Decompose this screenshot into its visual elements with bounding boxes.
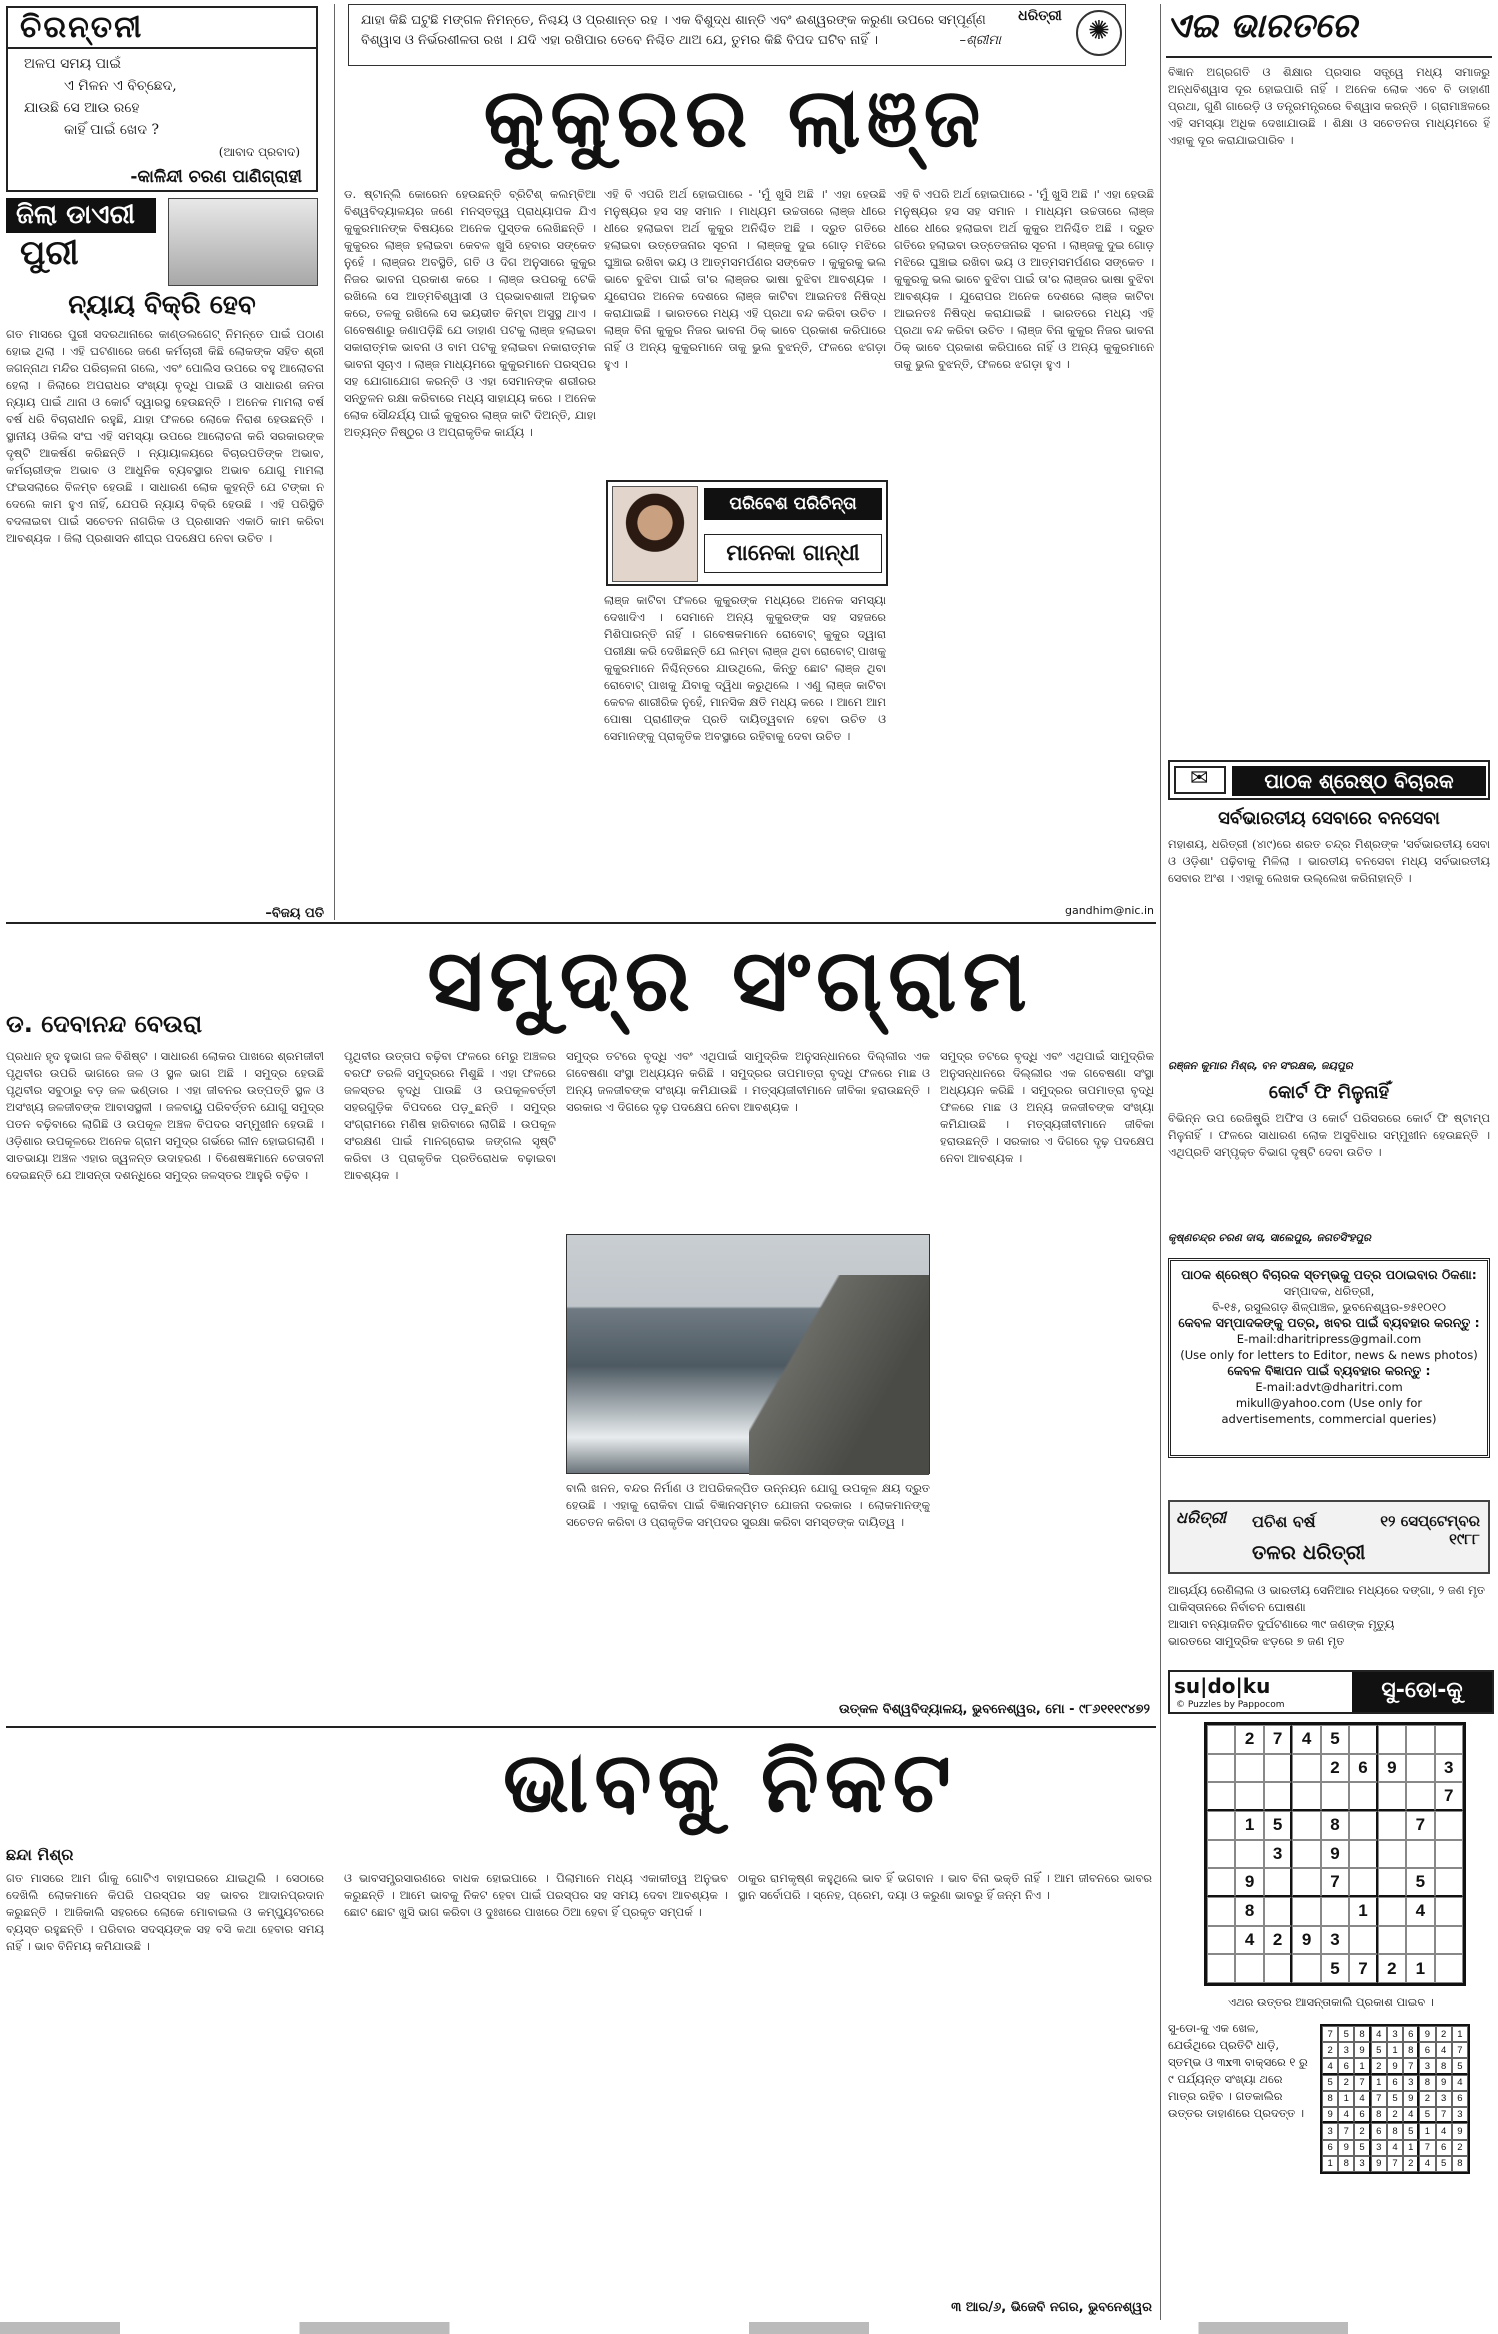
sudoku-cell: 2 [1322, 2042, 1338, 2058]
sudoku-cell: 7 [1403, 2058, 1419, 2074]
contact-email[interactable]: E-mail:dharitripress@gmail.com [1236, 1332, 1422, 1346]
sudoku-cell: 5 [1354, 2140, 1370, 2156]
sudoku-cell: 7 [1349, 1954, 1377, 1983]
footer-bar [0, 2322, 1498, 2334]
sudoku-cell: 2 [1235, 1725, 1263, 1754]
sudoku-cell: 2 [1264, 1926, 1292, 1955]
sudoku-cell: 2 [1419, 2091, 1435, 2107]
sudoku-solution-grid [1320, 2024, 1470, 2174]
sudoku-cell: 5 [1322, 2075, 1338, 2091]
sudoku-cell: 2 [1436, 2026, 1452, 2042]
sudoku-cell [1378, 1897, 1406, 1926]
sudoku-cell: 3 [1338, 2042, 1354, 2058]
sudoku-cell: 9 [1387, 2058, 1403, 2074]
sudoku-cell [1406, 1782, 1434, 1811]
sudoku-cell [1378, 1811, 1406, 1840]
sudoku-cell [1321, 1782, 1349, 1811]
sudoku-credit: © Puzzles by Pappocom [1176, 1700, 1285, 1710]
sudoku-cell [1435, 1897, 1463, 1926]
sudoku-cell: 2 [1387, 2107, 1403, 2123]
letters-title: ପାଠକ ଶ୍ରେଷ୍ଠ ବିଚାରକ [1232, 766, 1486, 796]
sudoku-cell: 5 [1338, 2026, 1354, 2042]
sudoku-cell: 5 [1419, 2107, 1435, 2123]
anniversary-box [1168, 1500, 1490, 1574]
sudoku-cell [1264, 1754, 1292, 1783]
sudoku-cell: 6 [1387, 2075, 1403, 2091]
sudoku-cell [1292, 1954, 1320, 1983]
sudoku-cell [1378, 1725, 1406, 1754]
poem-box [6, 6, 318, 192]
poet-name: -କାଳିନ୍ଦୀ ଚରଣ ପାଣିଗ୍ରାହୀ [130, 167, 302, 187]
sudoku-cell: 9 [1436, 2075, 1452, 2091]
sudoku-cell: 8 [1436, 2058, 1452, 2074]
poem-lines [8, 49, 316, 167]
sudoku-cell: 5 [1406, 1868, 1434, 1897]
sudoku-cell [1292, 1782, 1320, 1811]
sudoku-cell [1435, 1954, 1463, 1983]
sudoku-cell [1207, 1954, 1235, 1983]
anniversary-item: ଆସାମ ବନ୍ୟାଜନିତ ଦୁର୍ଘଟଣାରେ ୩୯ ଜଣଙ୍କ ମୃତ୍ୟୁ [1168, 1617, 1395, 1631]
sudoku-cell: 8 [1338, 2156, 1354, 2172]
sudoku-cell: 3 [1387, 2026, 1403, 2042]
sudoku-cell: 8 [1371, 2107, 1387, 2123]
sudoku-cell: 8 [1419, 2075, 1435, 2091]
article3-column: ଗତ ମାସରେ ଆମ ଗାଁକୁ ଗୋଟିଏ ବାହାଘରରେ ଯାଇଥିଲି । ସେଠାରେ ଦେଖିଲି ଲୋକମାନେ କିପରି ପରସ୍ପର ସହ ଭାବର ଆଦାନପ୍ରଦାନ କରୁଛନ୍ତି । ଆଜିକାଲି ସହରରେ ଲୋକେ ମୋବାଇଲ ଓ କମ୍ପ୍ୟୁଟରରେ ବ୍ୟସ୍ତ ରହୁଛନ୍ତି । ପରିବାର ସଦସ୍ୟଙ୍କ ସହ ବସି କଥା ହେବାର ସମୟ ନାହିଁ । ଭାବ ବିନିମୟ କମିଯାଉଛି । [6, 1871, 324, 1953]
article1-column: ଡ. ଷ୍ଟାନ୍ଲି କୋରେନ ହେଉଛନ୍ତି ବ୍ରିଟିଶ୍ କଲମ୍ବିଆ ବିଶ୍ୱବିଦ୍ୟାଳୟର ଜଣେ ମନସ୍ତତ୍ତ୍ୱ ପ୍ରାଧ୍ୟାପକ ଯିଏ କୁକୁରମାନଙ୍କ ବିଷୟରେ ଅନେକ ପୁସ୍ତକ ଲେଖିଛନ୍ତି । କୁକୁରର ଲାଞ୍ଜ ହଲାଇବା କେବଳ ଖୁସି ହେବାର ସଙ୍କେତ ନୁହେଁ । ଲାଞ୍ଜର ଅବସ୍ଥିତି, ଗତି ଓ ଦିଗ ଅନୁସାରେ କୁକୁର ନିଜର ଭାବନା ପ୍ରକାଶ କରେ । ଲାଞ୍ଜ ଉପରକୁ ଟେକି ରଖିଲେ ସେ ଆତ୍ମବିଶ୍ୱାସୀ ଓ ପ୍ରଭାବଶାଳୀ ଅନୁଭବ କରେ, ତଳକୁ ରଖିଲେ ସେ ଭୟଭୀତ କିମ୍ବା ଅସୁସ୍ଥ ଥାଏ । ଗବେଷଣାରୁ ଜଣାପଡ଼ିଛି ଯେ ଡାହାଣ ପଟକୁ ଲାଞ୍ଜ ହଲାଇବା ସକାରାତ୍ମକ ଭାବନା ଓ ବାମ ପଟକୁ ହଲାଇବା ନକାରାତ୍ମକ ଭାବନା ସୂଚାଏ । ଲାଞ୍ଜ ମାଧ୍ୟମରେ କୁକୁରମାନେ ପରସ୍ପର ସହ ଯୋଗାଯୋଗ କରନ୍ତି ଓ ଏହା ସେମାନଙ୍କ ଶରୀରର ସନ୍ତୁଳନ ରକ୍ଷା କରିବାରେ ମଧ୍ୟ ସାହାଯ୍ୟ କରେ । ଅନେକ ଲୋକ ସୌନ୍ଦର୍ଯ୍ୟ ପାଇଁ କୁକୁରର ଲାଞ୍ଜ କାଟି ଦିଅନ୍ତି, ଯାହା ଅତ୍ୟନ୍ତ ନିଷ୍ଠୁର ଓ ଅପ୍ରାକୃତିକ କାର୍ଯ୍ୟ । [344, 187, 596, 439]
sudoku-cell: 4 [1436, 2042, 1452, 2058]
sudoku-caption: ଏଥର ଉତ୍ତର ଆସନ୍ତାକାଲି ପ୍ରକାଶ ପାଇବ । [1227, 1995, 1434, 2009]
sudoku-cell [1406, 1840, 1434, 1869]
article2-column: ସମୁଦ୍ର ତଟରେ ବୃଦ୍ଧି ଏବଂ ଏଥିପାଇଁ ସାମୁଦ୍ରିକ ଅନୁସନ୍ଧାନରେ ଦିଲ୍ଲୀର ଏକ ଗବେଷଣା ସଂସ୍ଥା ଅଧ୍ୟୟନ କରିଛି । ସମୁଦ୍ରର ତାପମାତ୍ରା ବୃଦ୍ଧି ଫଳରେ ମାଛ ଓ ଅନ୍ୟ ଜଳଜୀବଙ୍କ ସଂଖ୍ୟା କମିଯାଉଛି । ମତ୍ସ୍ୟଜୀବୀମାନେ ଜୀବିକା ହରାଉଛନ୍ତି । ସରକାର ଏ ଦିଗରେ ଦୃଢ଼ ପଦକ୍ଷେପ ନେବା ଆବଶ୍ୟକ । [940, 1049, 1154, 1165]
column-rule [334, 4, 335, 920]
sudoku-cell [1207, 1725, 1235, 1754]
sudoku-cell [1435, 1840, 1463, 1869]
article3-author: ଛନ୍ଦା ମିଶ୍ର [6, 1845, 74, 1864]
sudoku-cell: 7 [1371, 2091, 1387, 2107]
author-box [606, 480, 888, 586]
article1-column: ଲାଞ୍ଜ କାଟିବା ଫଳରେ କୁକୁରଙ୍କ ମଧ୍ୟରେ ଅନେକ ସମସ୍ୟା ଦେଖାଦିଏ । ସେମାନେ ଅନ୍ୟ କୁକୁରଙ୍କ ସହ ସହଜରେ ମିଶିପାରନ୍ତି ନାହିଁ । ଗବେଷକମାନେ ରୋବୋଟ୍ କୁକୁର ଦ୍ୱାରା ପରୀକ୍ଷା କରି ଦେଖିଛନ୍ତି ଯେ ଲମ୍ବା ଲାଞ୍ଜ ଥିବା ରୋବୋଟ୍ ପାଖକୁ କୁକୁରମାନେ ନିଶ୍ଚିନ୍ତରେ ଯାଉଥିଲେ, କିନ୍ତୁ ଛୋଟ ଲାଞ୍ଜ ଥିବା ରୋବୋଟ୍ ପାଖକୁ ଯିବାକୁ ଦ୍ୱିଧା କରୁଥିଲେ । ଏଣୁ ଲାଞ୍ଜ କାଟିବା କେବଳ ଶାରୀରିକ ନୁହେଁ, ମାନସିକ କ୍ଷତି ମଧ୍ୟ କରେ । ଆମେ ଆମ ପୋଷା ପ୍ରାଣୀଙ୍କ ପ୍ରତି ଦାୟିତ୍ୱବାନ ହେବା ଉଚିତ ଓ ସେମାନଙ୍କୁ ପ୍ରାକୃତିକ ଅବସ୍ଥାରେ ରହିବାକୁ ଦେବା ଉଚିତ । [604, 593, 886, 743]
sudoku-cell [1435, 1725, 1463, 1754]
right-column-article: ବିଜ୍ଞାନ ଅଗ୍ରଗତି ଓ ଶିକ୍ଷାର ପ୍ରସାର ସତ୍ତ୍ୱେ ମଧ୍ୟ ସମାଜରୁ ଅନ୍ଧବିଶ୍ୱାସ ଦୂର ହୋଇପାରି ନାହିଁ । ଅନେକ ଲୋକ ଏବେ ବି ଡାହାଣୀ ପ୍ରଥା, ଗୁଣି ଗାରେଡ଼ି ଓ ତନ୍ତ୍ରମନ୍ତ୍ରରେ ବିଶ୍ୱାସ କରନ୍ତି । ଗ୍ରାମାଞ୍ଚଳରେ ଏହି ସମସ୍ୟା ଅଧିକ ଦେଖାଯାଉଛି । ଶିକ୍ଷା ଓ ସଚେତନତା ମାଧ୍ୟମରେ ହିଁ ଏହାକୁ ଦୂର କରାଯାଇପାରିବ । [1168, 65, 1490, 147]
letter-signature: କୃଷ୍ଣଚନ୍ଦ୍ର ଚରଣ ଦାସ, ସାଲେପୁର, ଜଗତସିଂହପୁର [1168, 1232, 1371, 1244]
article1-column: ଏହି ବି ଏପରି ଅର୍ଥ ହୋଇପାରେ - 'ମୁଁ ଖୁସି ଅଛି ।' ଏହା ହେଉଛି ମନୁଷ୍ୟର ହସ ସହ ସମାନ । ମାଧ୍ୟମ ଉଚ୍ଚତାରେ ଲାଞ୍ଜ ଧୀରେ ଧୀରେ ହଲାଇବା ଅର୍ଥ କୁକୁର ଅନିଶ୍ଚିତ ଅଛି । ଦ୍ରୁତ ଗତିରେ ହଲାଇବା ଉତ୍ତେଜନାର ସୂଚନା । ଲାଞ୍ଜକୁ ଦୁଇ ଗୋଡ଼ ମଝିରେ ଘୁଞ୍ଚାଇ ରଖିବା ଭୟ ଓ ଆତ୍ମସମର୍ପଣର ସଙ୍କେତ । କୁକୁରକୁ ଭଲ ଭାବେ ବୁଝିବା ପାଇଁ ତା'ର ଲାଞ୍ଜର ଭାଷା ବୁଝିବା ଆବଶ୍ୟକ । ଯୁରୋପର ଅନେକ ଦେଶରେ ଲାଞ୍ଜ କାଟିବା ଆଇନତଃ ନିଷିଦ୍ଧ କରାଯାଇଛି । ଭାରତରେ ମଧ୍ୟ ଏହି ପ୍ରଥା ବନ୍ଦ କରିବା ଉଚିତ । ଲାଞ୍ଜ ବିନା କୁକୁର ନିଜର ଭାବନା ଠିକ୍ ଭାବେ ପ୍ରକାଶ କରିପାରେ ନାହିଁ ଓ ଅନ୍ୟ କୁକୁରମାନେ ତାକୁ ଭୁଲ ବୁଝନ୍ତି, ଫଳରେ ଝଗଡ଼ା ହୁଏ । [894, 187, 1154, 371]
letter-title: କୋର୍ଟ ଫି ମିଳୁନାହିଁ [1268, 1082, 1390, 1103]
sudoku-description: ସୁ-ଡୋ-କୁ ଏକ ଖେଳ, ଯେଉଁଥିରେ ପ୍ରତିଟି ଧାଡ଼ି, ସ୍ତମ୍ଭ ଓ ୩x୩ ବାକ୍ସରେ ୧ ରୁ ୯ ପର୍ଯ୍ୟନ୍ତ ସଂଖ୍ୟା ଥରେ ମାତ୍ର ରହିବ । ଗତକାଲିର ଉତ୍ତର ଡାହାଣରେ ପ୍ରଦତ୍ତ । [1168, 2021, 1308, 2120]
sudoku-cell: 5 [1371, 2042, 1387, 2058]
sudoku-cell: 2 [1338, 2075, 1354, 2091]
sudoku-cell: 9 [1371, 2156, 1387, 2172]
sudoku-cell: 1 [1235, 1811, 1263, 1840]
article3-signature: ୩ ଆର/୬, ଭିଜେବି ନଗର, ଭୁବନେଶ୍ୱର [951, 2300, 1152, 2315]
sudoku-cell [1264, 1868, 1292, 1897]
sudoku-cell: 6 [1349, 1754, 1377, 1783]
letter-signature: ରଞ୍ଜନ କୁମାର ମିଶ୍ର, ବନ ସଂରକ୍ଷକ, ଜୟପୁର [1168, 1060, 1353, 1072]
sudoku-cell: 5 [1321, 1954, 1349, 1983]
sudoku-cell: 1 [1403, 2140, 1419, 2156]
sudoku-cell [1378, 1840, 1406, 1869]
sudoku-cell [1207, 1811, 1235, 1840]
sudoku-cell: 6 [1419, 2042, 1435, 2058]
sudoku-cell: 6 [1354, 2107, 1370, 2123]
district-name: ପୁରୀ [20, 233, 79, 273]
sudoku-cell [1292, 1868, 1320, 1897]
sudoku-cell: 6 [1403, 2026, 1419, 2042]
anniversary-item: ଆଚାର୍ଯ୍ୟ ରେଣିଲାଲ ଓ ଭାରତୀୟ ସେନିଆର ମଧ୍ୟରେ ଦଙ୍ଗା, ୨ ଜଣ ମୃତ [1168, 1583, 1485, 1597]
contact-heading: କେବଳ ସମ୍ପାଦକଙ୍କୁ ପତ୍ର, ଖବର ପାଇଁ ବ୍ୟବହାର କରନ୍ତୁ : [1178, 1315, 1480, 1330]
sudoku-cell: 2 [1371, 2058, 1387, 2074]
sudoku-cell: 3 [1403, 2075, 1419, 2091]
sudoku-cell: 4 [1436, 2123, 1452, 2139]
author-name: ମାନେକା ଗାନ୍ଧୀ [704, 534, 882, 573]
sudoku-cell: 6 [1322, 2140, 1338, 2156]
letter-title: ସର୍ବଭାରତୀୟ ସେବାରେ ବନସେବା [1218, 808, 1440, 829]
sea-coast-photo [566, 1234, 930, 1474]
sudoku-cell [1378, 1926, 1406, 1955]
sudoku-cell: 9 [1403, 2091, 1419, 2107]
sudoku-cell: 1 [1419, 2123, 1435, 2139]
headline-dog-tail: କୁକୁରର ଲାଞ୍ଜ [483, 70, 987, 166]
sudoku-cell [1207, 1868, 1235, 1897]
sudoku-cell [1349, 1868, 1377, 1897]
anniversary-item: ପାକିସ୍ତାନରେ ନିର୍ବାଚନ ଘୋଷଣା [1168, 1600, 1306, 1614]
sudoku-cell: 3 [1435, 1754, 1463, 1783]
sudoku-cell [1264, 1954, 1292, 1983]
sudoku-cell: 5 [1387, 2091, 1403, 2107]
sudoku-cell [1378, 1868, 1406, 1897]
sudoku-cell: 8 [1452, 2156, 1468, 2172]
anniversary-subtitle: ତଳର ଧରିତ୍ରୀ [1252, 1540, 1366, 1564]
contact-heading: କେବଳ ବିଜ୍ଞାପନ ପାଇଁ ବ୍ୟବହାର କରନ୍ତୁ : [1227, 1363, 1431, 1378]
sudoku-cell: 1 [1338, 2091, 1354, 2107]
sudoku-cell [1406, 1725, 1434, 1754]
sudoku-cell: 5 [1452, 2058, 1468, 2074]
sudoku-cell: 3 [1452, 2107, 1468, 2123]
sudoku-cell: 4 [1406, 1897, 1434, 1926]
article2-author: ଡ. ଦେବାନନ୍ଦ ବେଉରା [6, 1010, 203, 1038]
sudoku-cell: 7 [1264, 1725, 1292, 1754]
sudoku-cell: 4 [1354, 2091, 1370, 2107]
contact-address: ସମ୍ପାଦକ, ଧରିତ୍ରୀ, [1283, 1284, 1375, 1298]
sudoku-cell: 1 [1406, 1954, 1434, 1983]
sudoku-cell [1207, 1840, 1235, 1869]
sudoku-cell: 9 [1419, 2026, 1435, 2042]
article1-column: ଏହି ବି ଏପରି ଅର୍ଥ ହୋଇପାରେ - 'ମୁଁ ଖୁସି ଅଛି ।' ଏହା ହେଉଛି ମନୁଷ୍ୟର ହସ ସହ ସମାନ । ମାଧ୍ୟମ ଉଚ୍ଚତାରେ ଲାଞ୍ଜ ଧୀରେ ଧୀରେ ହଲାଇବା ଅର୍ଥ କୁକୁର ଅନିଶ୍ଚିତ ଅଛି । ଦ୍ରୁତ ଗତିରେ ହଲାଇବା ଉତ୍ତେଜନାର ସୂଚନା । ଲାଞ୍ଜକୁ ଦୁଇ ଗୋଡ଼ ମଝିରେ ଘୁଞ୍ଚାଇ ରଖିବା ଭୟ ଓ ଆତ୍ମସମର୍ପଣର ସଙ୍କେତ । କୁକୁରକୁ ଭଲ ଭାବେ ବୁଝିବା ପାଇଁ ତା'ର ଲାଞ୍ଜର ଭାଷା ବୁଝିବା ଆବଶ୍ୟକ । ଯୁରୋପର ଅନେକ ଦେଶରେ ଲାଞ୍ଜ କାଟିବା ଆଇନତଃ ନିଷିଦ୍ଧ କରାଯାଇଛି । ଭାରତରେ ମଧ୍ୟ ଏହି ପ୍ରଥା ବନ୍ଦ କରିବା ଉଚିତ । ଲାଞ୍ଜ ବିନା କୁକୁର ନିଜର ଭାବନା ଠିକ୍ ଭାବେ ପ୍ରକାଶ କରିପାରେ ନାହିଁ ଓ ଅନ୍ୟ କୁକୁରମାନେ ତାକୁ ଭୁଲ ବୁଝନ୍ତି, ଫଳରେ ଝଗଡ଼ା ହୁଏ । [604, 187, 886, 371]
sudoku-cell [1435, 1811, 1463, 1840]
temple-image [168, 198, 318, 286]
sudoku-cell [1207, 1897, 1235, 1926]
contact-box [1168, 1258, 1490, 1458]
sudoku-cell: 4 [1292, 1725, 1320, 1754]
sudoku-cell: 7 [1419, 2140, 1435, 2156]
poem-line: (ଆବାଦ ପ୍ରବାଦ) [218, 145, 300, 159]
sudoku-cell: 2 [1452, 2140, 1468, 2156]
article2-column: ପୃଥିବୀର ଉତ୍ତାପ ବଢ଼ିବା ଫଳରେ ମେରୁ ଅଞ୍ଚଳର ବରଫ ତରଳି ସମୁଦ୍ରରେ ମିଶୁଛି । ଏହା ଫଳରେ ଜଳସ୍ତର ବୃଦ୍ଧି ପାଉଛି ଓ ଉପକୂଳବର୍ତ୍ତୀ ସହରଗୁଡ଼ିକ ବିପଦରେ ପଡ଼ୁଛନ୍ତି । ସମୁଦ୍ର ସଂଗ୍ରାମରେ ମଣିଷ ହାରିବାରେ ଲାଗିଛି । ଉପକୂଳ ସଂରକ୍ଷଣ ପାଇଁ ମାନଗ୍ରୋଭ ଜଙ୍ଗଲ ସୃଷ୍ଟି କରିବା ଓ ପ୍ରାକୃତିକ ପ୍ରତିରୋଧକ ବଢ଼ାଇବା ଆବଶ୍ୟକ । [344, 1049, 556, 1182]
sudoku-cell: 2 [1321, 1754, 1349, 1783]
sudoku-cell: 3 [1371, 2140, 1387, 2156]
sudoku-cell: 9 [1321, 1840, 1349, 1869]
sudoku-cell: 4 [1419, 2156, 1435, 2172]
sudoku-cell [1349, 1782, 1377, 1811]
sudoku-odia-title: ସୁ-ଡୋ-କୁ [1352, 1672, 1492, 1712]
author-email: gandhim@nic.in [1064, 904, 1154, 917]
diary-signature: –ବିଜୟ ପତି [265, 906, 324, 921]
sudoku-cell [1406, 1754, 1434, 1783]
sudoku-cell [1264, 1897, 1292, 1926]
sudoku-cell: 1 [1322, 2156, 1338, 2172]
sudoku-cell: 3 [1321, 1926, 1349, 1955]
sudoku-cell [1349, 1725, 1377, 1754]
sudoku-cell [1207, 1926, 1235, 1955]
sudoku-cell: 1 [1387, 2042, 1403, 2058]
sudoku-cell: 4 [1322, 2058, 1338, 2074]
sudoku-cell: 4 [1387, 2140, 1403, 2156]
sudoku-cell: 5 [1403, 2123, 1419, 2139]
dharitri-logo: ଧରିତ୍ରୀ [1018, 8, 1062, 24]
sudoku-cell [1235, 1954, 1263, 1983]
diary-article-body: ଗତ ମାସରେ ପୁରୀ ସଦରଥାନାରେ କାଣ୍ଡଲଗେଟ୍ ନିମନ୍ତେ ପାଇଁ ପଠାଣ ହୋଇ ଥିଲା । ଏହି ଘଟଣାରେ ଜଣେ କର୍ମଚାରୀ କିଛି ଲୋକଙ୍କ ସହିତ ଶ୍ରୀ ଜଗନ୍ନାଥ ମନ୍ଦିର ପରିଚାଳନା ଗଲେ, ଏବଂ ପୋଲିସ ଉପରେ ବହୁ ଆଲୋଚନା ହେଲା । ଜିଲାରେ ଅପରାଧର ସଂଖ୍ୟା ବୃଦ୍ଧି ପାଇଛି ଓ ସାଧାରଣ ଜନତା ନ୍ୟାୟ ପାଇଁ ଥାନା ଓ କୋର୍ଟ ଦ୍ୱାରସ୍ଥ ହେଉଛନ୍ତି । ଅନେକ ମାମଲା ବର୍ଷ ବର୍ଷ ଧରି ବିଚାରାଧୀନ ରହୁଛି, ଯାହା ଫଳରେ ଲୋକେ ନିରାଶ ହେଉଛନ୍ତି । ସ୍ଥାନୀୟ ଓକିଲ ସଂଘ ଏହି ସମସ୍ୟା ଉପରେ ଆଲୋଚନା କରି ସରକାରଙ୍କ ଦୃଷ୍ଟି ଆକର୍ଷଣ କରିଛନ୍ତି । ନ୍ୟାୟାଳୟରେ ବିଚାରପତିଙ୍କ ଅଭାବ, କର୍ମଚାରୀଙ୍କ ଅଭାବ ଓ ଆଧୁନିକ ବ୍ୟବସ୍ଥାର ଅଭାବ ଯୋଗୁ ମାମଲା ଫଇସଲାରେ ବିଳମ୍ବ ହେଉଛି । ସାଧାରଣ ଲୋକ କୁହନ୍ତି ଯେ ଟଙ୍କା ନ ଦେଲେ କାମ ହୁଏ ନାହିଁ, ଯେପରି ନ୍ୟାୟ ବିକ୍ରି ହେଉଛି । ଏହି ପରିସ୍ଥିତି ବଦଳାଇବା ପାଇଁ ସଚେତନ ନାଗରିକ ଓ ପ୍ରଶାସନ ଏକାଠି କାମ କରିବା ଆବଶ୍ୟକ । ଜିଲା ପ୍ରଶାସନ ଶୀଘ୍ର ପଦକ୍ଷେପ ନେବା ଉଚିତ । [6, 327, 324, 545]
sudoku-cell [1292, 1840, 1320, 1869]
sudoku-cell: 1 [1354, 2058, 1370, 2074]
column-logo: ଏଇ ଭାରତରେ [1166, 6, 1492, 58]
poem-line: କାହିଁ ପାଇଁ ଖେଦ ? [64, 122, 159, 138]
sudoku-cell: 8 [1387, 2123, 1403, 2139]
anniversary-title: ପଚିଶ ବର୍ଷ [1252, 1512, 1316, 1531]
sudoku-cell [1292, 1811, 1320, 1840]
sudoku-cell: 1 [1452, 2026, 1468, 2042]
sudoku-cell [1207, 1782, 1235, 1811]
sudoku-cell: 7 [1387, 2156, 1403, 2172]
section-divider [6, 1726, 1156, 1728]
sudoku-header [1168, 1670, 1494, 1714]
anniversary-item: ଭାରତରେ ସାମୁଦ୍ରିକ ଝଡ଼ରେ ୭ ଜଣ ମୃତ [1168, 1634, 1345, 1648]
anniversary-list [1168, 1582, 1490, 1650]
sudoku-cell [1235, 1782, 1263, 1811]
sudoku-cell: 5 [1321, 1725, 1349, 1754]
contact-email[interactable]: E-mail:advt@dharitri.com [1255, 1380, 1403, 1394]
sudoku-cell: 7 [1354, 2075, 1370, 2091]
diary-label: ଜିଲା ଡାଏରୀ [6, 198, 156, 233]
sudoku-cell: 9 [1322, 2107, 1338, 2123]
quote-source: –ଶ୍ରୀମା [959, 33, 1001, 48]
sudoku-cell [1235, 1840, 1263, 1869]
contact-heading: ପାଠକ ଶ୍ରେଷ୍ଠ ବିଚାରକ ସ୍ତମ୍ଭକୁ ପତ୍ର ପଠାଇବାର ଠିକଣା: [1181, 1267, 1477, 1282]
sudoku-cell [1292, 1754, 1320, 1783]
sudoku-cell [1378, 1782, 1406, 1811]
quote-text: ଯାହା କିଛି ଘଟୁଛି ମଙ୍ଗଳ ନିମନ୍ତେ, ନିଶ୍ଚୟ ଓ ପ୍ରଶାନ୍ତ ରହ । ଏକ ବିଶୁଦ୍ଧ ଶାନ୍ତି ଏବଂ ଈଶ୍ୱରଙ୍କ କରୁଣା ଉପରେ ସମ୍ପୂର୍ଣ୍ଣ ବିଶ୍ୱାସ ଓ ନିର୍ଭରଶୀଳତା ରଖ । ଯଦି ଏହା ରଖିପାର ତେବେ ନିଶ୍ଚିତ ଥାଅ ଯେ, ତୁମର କିଛି ବିପଦ ଘଟିବ ନାହିଁ । [361, 13, 986, 48]
sudoku-cell [1264, 1782, 1292, 1811]
sudoku-cell: 9 [1354, 2042, 1370, 2058]
sudoku-cell: 3 [1354, 2156, 1370, 2172]
poem-line: ଯାଉଛି ସେ ଆଉ ରହେ [24, 100, 140, 116]
sudoku-cell: 6 [1436, 2140, 1452, 2156]
sudoku-cell [1406, 1926, 1434, 1955]
article3-column: ଓ ଭାବସମ୍ପ୍ରସାରଣରେ ବାଧକ ହୋଇପାରେ । ପିଲାମାନେ ମଧ୍ୟ ଏକାକୀତ୍ୱ ଅନୁଭବ କରୁଛନ୍ତି । ଆମେ ଭାବକୁ ନିକଟ ହେବା ପାଇଁ ପରସ୍ପର ସହ ସମୟ ଦେବା ଆବଶ୍ୟକ । ଛୋଟ ଛୋଟ ଖୁସି ଭାଗ କରିବା ଓ ଦୁଃଖରେ ପାଖରେ ଠିଆ ହେବା ହିଁ ପ୍ରକୃତ ସମ୍ପର୍କ । [344, 1871, 728, 1919]
sudoku-cell [1292, 1897, 1320, 1926]
sudoku-grid [1204, 1722, 1466, 1986]
sudoku-cell: 5 [1264, 1811, 1292, 1840]
anniversary-date-day: ୧୨ ସେପ୍ଟେମ୍ବର [1380, 1512, 1480, 1530]
sudoku-cell: 8 [1235, 1897, 1263, 1926]
column-label: ପରିବେଶ ପରିଚିନ୍ତା [704, 488, 882, 520]
sudoku-cell: 4 [1338, 2107, 1354, 2123]
article2-column: ସମୁଦ୍ର ତଟରେ ବୃଦ୍ଧି ଏବଂ ଏଥିପାଇଁ ସାମୁଦ୍ରିକ ଅନୁସନ୍ଧାନରେ ଦିଲ୍ଲୀର ଏକ ଗବେଷଣା ସଂସ୍ଥା ଅଧ୍ୟୟନ କରିଛି । ସମୁଦ୍ରର ତାପମାତ୍ରା ବୃଦ୍ଧି ଫଳରେ ମାଛ ଓ ଅନ୍ୟ ଜଳଜୀବଙ୍କ ସଂଖ୍ୟା କମିଯାଉଛି । ମତ୍ସ୍ୟଜୀବୀମାନେ ଜୀବିକା ହରାଉଛନ୍ତି । ସରକାର ଏ ଦିଗରେ ଦୃଢ଼ ପଦକ୍ଷେପ ନେବା ଆବଶ୍ୟକ । [566, 1049, 930, 1114]
sudoku-cell: 7 [1452, 2042, 1468, 2058]
sudoku-cell [1435, 1926, 1463, 1955]
sudoku-cell [1235, 1754, 1263, 1783]
article2-column: ବାଲି ଖନନ, ବନ୍ଦର ନିର୍ମାଣ ଓ ଅପରିକଳ୍ପିତ ଉନ୍ନୟନ ଯୋଗୁ ଉପକୂଳ କ୍ଷୟ ଦ୍ରୁତ ହେଉଛି । ଏହାକୁ ରୋକିବା ପାଇଁ ବିଜ୍ଞାନସମ୍ମତ ଯୋଜନା ଦରକାର । ଲୋକମାନଙ୍କୁ ସଚେତନ କରିବା ଓ ପ୍ରାକୃତିକ ସମ୍ପଦର ସୁରକ୍ଷା କରିବା ସମସ୍ତଙ୍କ ଦାୟିତ୍ୱ । [566, 1481, 930, 1529]
sudoku-cell: 7 [1436, 2107, 1452, 2123]
anniversary-date [1380, 1512, 1480, 1548]
sudoku-cell [1349, 1926, 1377, 1955]
sudoku-cell: 7 [1322, 2026, 1338, 2042]
anniversary-date-year: ୧୯୮୮ [1449, 1530, 1480, 1548]
sudoku-cell: 9 [1292, 1926, 1320, 1955]
sudoku-cell: 6 [1452, 2091, 1468, 2107]
sudoku-cell: 4 [1235, 1926, 1263, 1955]
anniversary-logo: ଧରିତ୍ରୀ [1176, 1508, 1226, 1527]
sudoku-cell: 7 [1406, 1811, 1434, 1840]
section-divider [6, 922, 1156, 924]
sudoku-cell: 8 [1321, 1811, 1349, 1840]
sudoku-cell: 7 [1321, 1868, 1349, 1897]
sudoku-cell: 2 [1403, 2156, 1419, 2172]
sudoku-cell: 8 [1322, 2091, 1338, 2107]
sudoku-cell: 4 [1403, 2107, 1419, 2123]
contact-address: ବି-୧୫, ରସୁଲଗଡ଼ ଶିଳ୍ପାଞ୍ଚଳ, ଭୁବନେଶ୍ୱର-୭୫୧୦୧୦ [1212, 1300, 1446, 1314]
sudoku-cell: 7 [1338, 2123, 1354, 2139]
column-rule [1160, 4, 1161, 2320]
sudoku-cell: 2 [1354, 2123, 1370, 2139]
sudoku-cell [1349, 1811, 1377, 1840]
sudoku-cell: 1 [1371, 2075, 1387, 2091]
sudoku-cell: 6 [1371, 2123, 1387, 2139]
district-diary-box [6, 198, 318, 288]
sudoku-cell: 3 [1436, 2091, 1452, 2107]
sudoku-cell: 5 [1436, 2156, 1452, 2172]
article2-signature: ଉତ୍କଳ ବିଶ୍ୱବିଦ୍ୟାଳୟ, ଭୁବନେଶ୍ୱର, ମୋ - ୯୮୬୧୧୧୯୪୭୨ [838, 1702, 1150, 1717]
letters-header [1168, 760, 1490, 800]
article2-column: ପ୍ରଧାନ ହୃଦ ହୁଭାଗ ଜଳ ବିଶିଷ୍ଟ । ସାଧାରଣ ଲୋକର ପାଖରେ ଶ୍ରମଜୀବୀ ପୃଥିବୀର ଉପରି ଭାଗରେ ଜଳ ଓ ସ୍ଥଳ ଭାଗ ଅଛି । ସମୁଦ୍ର ହେଉଛି ପୃଥିବୀର ସବୁଠାରୁ ବଡ଼ ଜଳ ଭଣ୍ଡାର । ଏହା ଜୀବନର ଉତ୍ପତ୍ତି ସ୍ଥଳ ଓ ଅସଂଖ୍ୟ ଜଳଜୀବଙ୍କ ଆବାସସ୍ଥଳୀ । ଜଳବାୟୁ ପରିବର୍ତ୍ତନ ଯୋଗୁ ସମୁଦ୍ର ପତନ ବଢ଼ିବାରେ ଲାଗିଛି ଓ ଉପକୂଳ ଅଞ୍ଚଳ ବିପଦର ସମ୍ମୁଖୀନ ହେଉଛି । ଓଡ଼ିଶାର ଉପକୂଳରେ ଅନେକ ଗ୍ରାମ ସମୁଦ୍ର ଗର୍ଭରେ ଲୀନ ହୋଇଗଲାଣି । ସାତଭାୟା ଅଞ୍ଚଳ ଏହାର ଜ୍ୱଳନ୍ତ ଉଦାହରଣ । ବିଶେଷଜ୍ଞମାନେ ଚେତାବନୀ ଦେଇଛନ୍ତି ଯେ ଆସନ୍ତା ଦଶନ୍ଧିରେ ସମୁଦ୍ର ଜଳସ୍ତର ଆହୁରି ବଢ଼ିବ । [6, 1049, 324, 1182]
contact-email: mikull@yahoo.com (Use only for [1235, 1396, 1423, 1410]
sudoku-cell: 3 [1322, 2123, 1338, 2139]
poem-line: ଏ ମିଳନ ଏ ବିଚ୍ଛେଦ, [64, 78, 177, 94]
diary-article-title: ନ୍ୟାୟ ବିକ୍ରି ହେବ [68, 290, 256, 320]
sudoku-brand: su|do|ku [1174, 1674, 1271, 1698]
sudoku-cell: 9 [1452, 2123, 1468, 2139]
sudoku-cell: 6 [1338, 2058, 1354, 2074]
poem-line: ଅଳପ ସମୟ ପାଇଁ [24, 56, 121, 72]
sudoku-cell: 2 [1378, 1954, 1406, 1983]
sudoku-cell: 9 [1235, 1868, 1263, 1897]
contact-note: advertisements, commercial queries) [1221, 1412, 1437, 1426]
sudoku-cell [1435, 1868, 1463, 1897]
sudoku-cell: 8 [1354, 2026, 1370, 2042]
sudoku-cell: 7 [1435, 1782, 1463, 1811]
article3-column: ଠାକୁର ରାମକୃଷ୍ଣ କହୁଥିଲେ ଭାବ ହିଁ ଭଗବାନ । ଭାବ ବିନା ଭକ୍ତି ନାହିଁ । ଆମ ଜୀବନରେ ଭାବର ସ୍ଥାନ ସର୍ବୋପରି । ସ୍ନେହ, ପ୍ରେମ, ଦୟା ଓ କରୁଣା ଭାବରୁ ହିଁ ଜନ୍ମ ନିଏ । [738, 1871, 1152, 1902]
headline-near-emotion: ଭାବକୁ ନିକଟ [502, 1732, 958, 1831]
sudoku-cell: 3 [1419, 2058, 1435, 2074]
sudoku-cell: 8 [1403, 2042, 1419, 2058]
sudoku-cell: 9 [1338, 2140, 1354, 2156]
letter-body: ମହାଶୟ, ଧରିତ୍ରୀ (୪ା୯)ରେ ଶରତ ଚନ୍ଦ୍ର ମିଶ୍ରଙ୍କ 'ସର୍ବଭାରତୀୟ ସେବା ଓ ଓଡ଼ିଶା' ପଢ଼ିବାକୁ ମିଳିଲା । ଭାରତୀୟ ବନସେବା ମଧ୍ୟ ସର୍ବଭାରତୀୟ ସେବାର ଅଂଶ । ଏହାକୁ ଲେଖକ ଉଲ୍ଲେଖ କରିନାହାନ୍ତି । [1168, 837, 1490, 885]
sudoku-cell: 9 [1378, 1754, 1406, 1783]
sudoku-cell: 4 [1452, 2075, 1468, 2091]
sudoku-cell: 1 [1349, 1897, 1377, 1926]
sudoku-cell [1321, 1897, 1349, 1926]
letter-body: ବିଭିନ୍ନ ଉପ ରେଜିଷ୍ଟ୍ରି ଅଫିସ ଓ କୋର୍ଟ ପରିସରରେ କୋର୍ଟ ଫି ଷ୍ଟାମ୍ପ ମିଳୁନାହିଁ । ଫଳରେ ସାଧାରଣ ଲୋକ ଅସୁବିଧାର ସମ୍ମୁଖୀନ ହେଉଛନ୍ତି । ଏଥିପ୍ରତି ସମ୍ପୃକ୍ତ ବିଭାଗ ଦୃଷ୍ଟି ଦେବା ଉଚିତ । [1168, 1111, 1490, 1159]
headline-sea-battle: ସମୁଦ୍ର ସଂଗ୍ରାମ [427, 930, 1033, 1031]
author-photo [612, 486, 698, 582]
sudoku-cell: 3 [1264, 1840, 1292, 1869]
sudoku-cell [1349, 1840, 1377, 1869]
sudoku-cell: 4 [1371, 2026, 1387, 2042]
wheel-icon [1076, 10, 1122, 56]
sudoku-cell [1207, 1754, 1235, 1783]
poem-heading: ଚିରନ୍ତନୀ [8, 8, 316, 49]
contact-note: (Use only for letters to Editor, news & news photos) [1180, 1348, 1478, 1362]
envelope-icon [1174, 766, 1226, 794]
